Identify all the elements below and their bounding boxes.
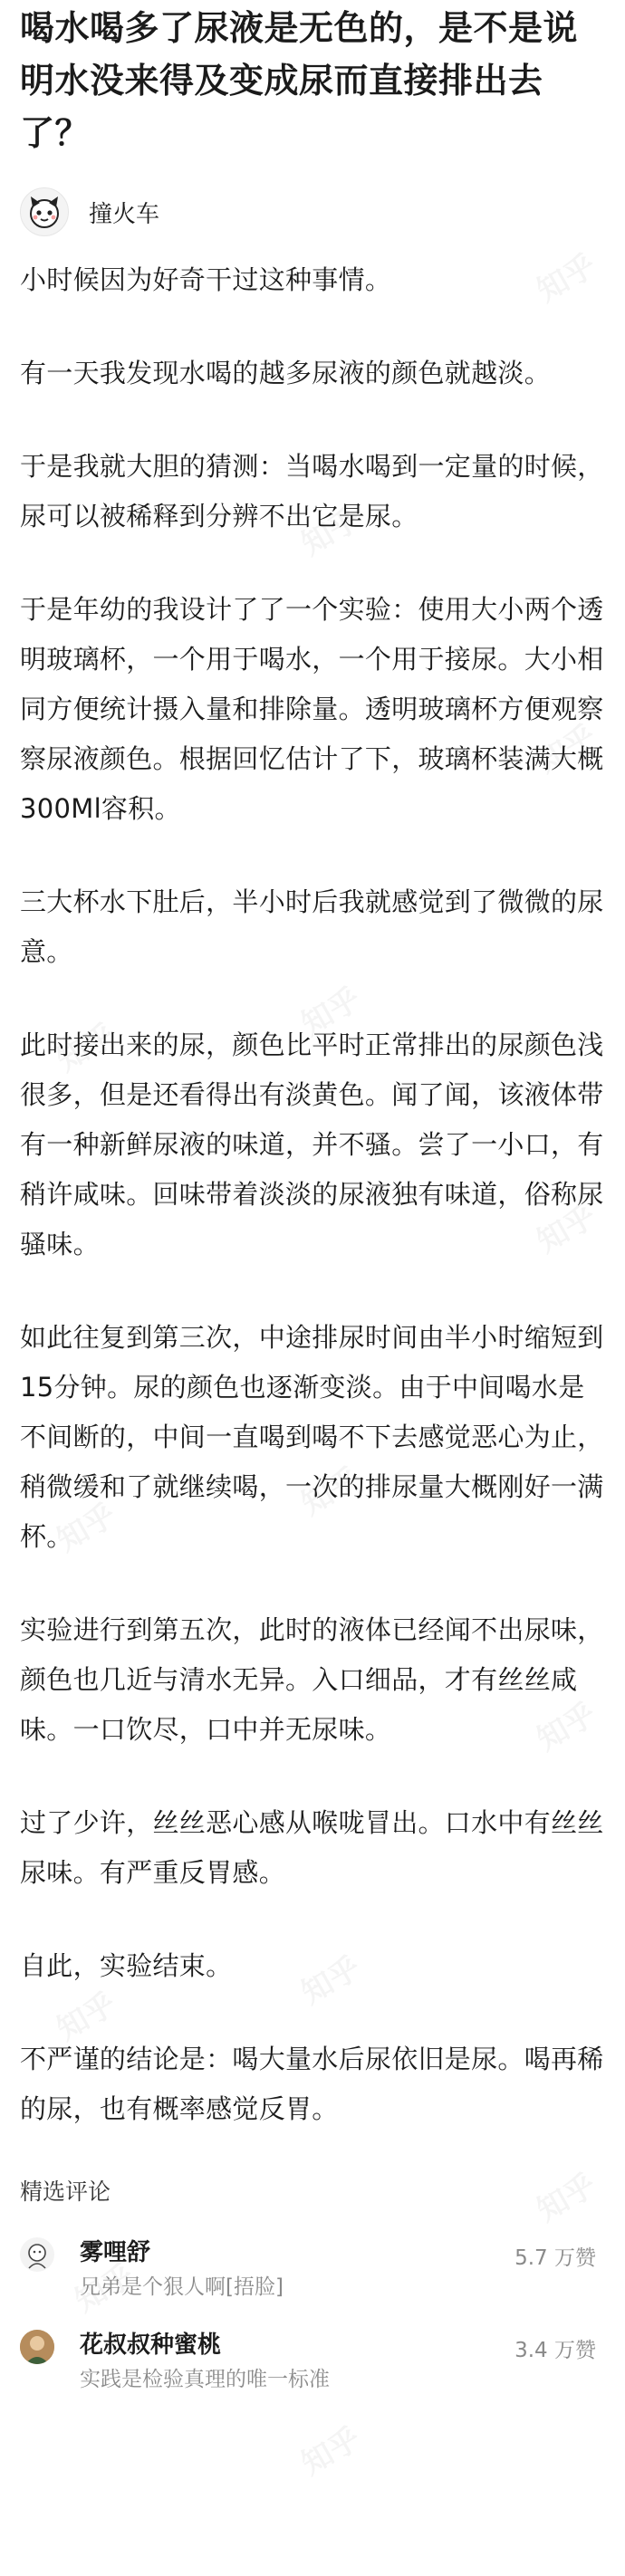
author-avatar[interactable] <box>20 187 69 236</box>
comment-item[interactable] <box>20 2237 605 2303</box>
cartoon-avatar-icon <box>24 191 65 233</box>
comment-text: 兄弟是个狠人啊[捂脸] <box>80 2275 284 2299</box>
author-name[interactable]: 撞火车 <box>89 200 160 228</box>
paragraph: 有一天我发现水喝的越多尿液的颜色就越淡。 <box>20 358 552 388</box>
paragraph: 于是我就大胆的猜测：当喝水喝到一定量的时候，尿可以被稀释到分辨不出它是尿。 <box>20 451 604 531</box>
question-title[interactable]: 喝水喝多了尿液是无色的，是不是说明水没来得及变成尿而直接排出去了？ <box>20 8 579 153</box>
author-row[interactable] <box>20 185 605 239</box>
answer-body <box>20 255 605 2134</box>
paragraph: 自此，实验结束。 <box>20 1950 233 1981</box>
paragraph: 于是年幼的我设计了了一个实验：使用大小两个透明玻璃杯，一个用于喝水，一个用于接尿。大小相同方便统计摄入量和排除量。透明玻璃杯方便观察察尿液颜色。根据回忆估计了下，玻璃杯装满大概300Ml容积。 <box>20 594 604 824</box>
featured-comments <box>20 2174 605 2395</box>
featured-comments-label: 精选评论 <box>20 2179 111 2205</box>
paragraph: 实验进行到第五次，此时的液体已经闻不出尿味，颜色也几近与清水无异。入口细品，才有丝丝咸味。一口饮尽，口中并无尿味。 <box>20 1614 604 1745</box>
watermark <box>292 2414 367 2483</box>
paragraph: 此时接出来的尿，颜色比平时正常排出的尿颜色浅很多，但是还看得出有淡黄色。闻了闻，该液体带有一种新鲜尿液的味道，并不骚。尝了一小口，有稍许咸味。回味带着淡淡的尿液独有味道，俗称尿骚味。 <box>20 1029 604 1259</box>
paragraph: 过了少许，丝丝恶心感从喉咙冒出。口水中有丝丝尿味。有严重反胃感。 <box>20 1807 604 1888</box>
doodle-avatar-icon <box>20 2237 54 2272</box>
commenter-name[interactable]: 雾哩舒 <box>80 2239 151 2266</box>
paragraph: 小时候因为好奇干过这种事情。 <box>20 264 392 295</box>
paragraph: 三大杯水下肚后，半小时后我就感觉到了微微的尿意。 <box>20 886 604 967</box>
like-count[interactable]: 5.7 万赞 <box>514 2246 596 2270</box>
photo-avatar-icon <box>20 2330 54 2364</box>
commenter-avatar[interactable] <box>20 2237 54 2272</box>
comment-item[interactable] <box>20 2330 605 2395</box>
commenter-avatar[interactable] <box>20 2330 54 2364</box>
comment-text: 实践是检验真理的唯一标准 <box>80 2368 330 2391</box>
paragraph: 不严谨的结论是：喝大量水后尿依旧是尿。喝再稀的尿，也有概率感觉反胃。 <box>20 2044 604 2124</box>
like-count[interactable]: 3.4 万赞 <box>514 2339 596 2362</box>
commenter-name[interactable]: 花叔叔种蜜桃 <box>80 2332 222 2359</box>
paragraph: 如此往复到第三次，中途排尿时间由半小时缩短到15分钟。尿的颜色也逐渐变淡。由于中间喝水是不间断的，中间一直喝到喝不下去感觉恶心为止，稍微缓和了就继续喝，一次的排尿量大概刚好一满杯。 <box>20 1322 604 1552</box>
